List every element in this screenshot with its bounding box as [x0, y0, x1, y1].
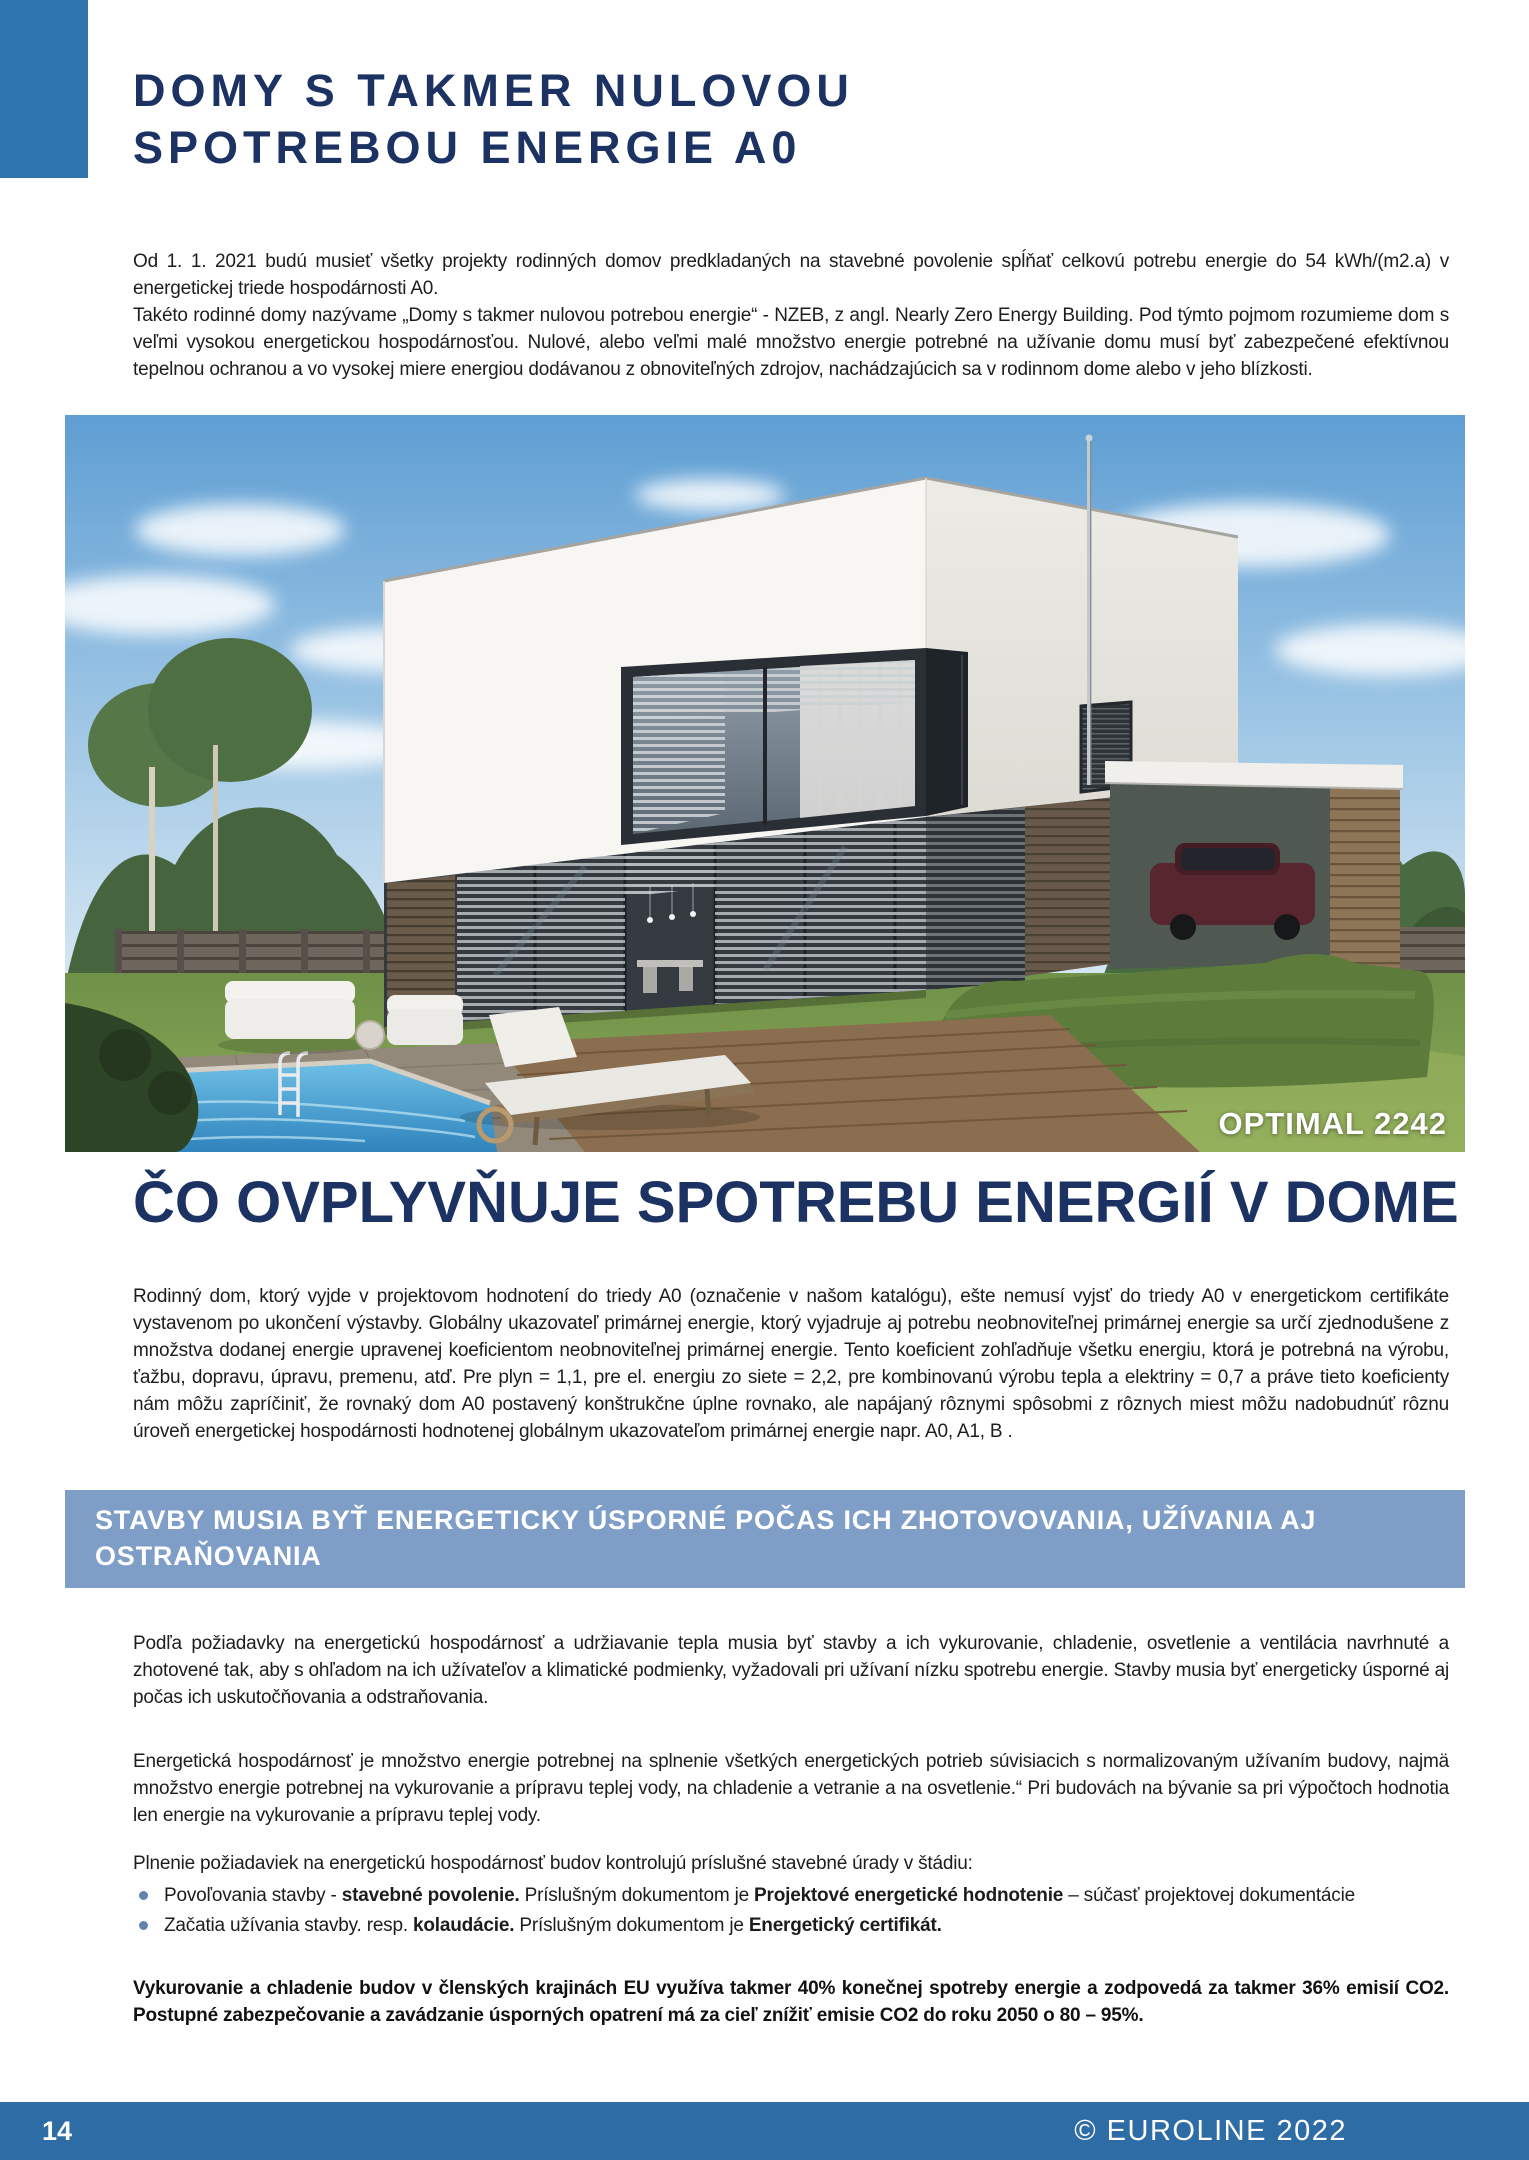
bullet-text-bold2: Energetický certifikát. [748, 1915, 942, 1936]
highlight-note: Vykurovanie a chladenie budov v členských krajinách EU využíva takmer 40% konečnej spotreby energie a zodpovedá za takmer 36% emisií CO2. Postupné zabezpečovanie a zavádzanie úsporných opatrení má za cieľ znížiť emisie CO2 do roku 2050 o 80 – 95%. [133, 1978, 1449, 2026]
bullet-list [133, 1881, 1449, 1941]
bullet-text-pre: Povoľovania stavby - [164, 1885, 342, 1906]
bullet-text-bold2: Projektové energetické hodnotenie [754, 1885, 1064, 1906]
bullet-text [164, 1911, 942, 1941]
house-photo [65, 415, 1465, 1152]
bullet-text [164, 1881, 1355, 1911]
page-number: 14 [42, 2116, 73, 2146]
section-paragraph-1: Rodinný dom, ktorý vyjde v projektovom hodnotení do triedy A0 (označenie v našom katalógu), ešte nemusí vyjsť do triedy A0 v energetickom certifikáte vystavenom po ukončení výstavby. Globálny ukazovateľ primárnej energie, ktorý vyjadruje aj potrebu neobnoviteľnej primárnej energie sa určí zjednodušene z množstva dodanej energie upravenej koeficientom neobnoviteľnej primárnej energie. Tento koeficient zohľadňuje všetku energiu, ktorá je potrebná na výrobu, ťažbu, dopravu, úpravu, premenu, atď. Pre plyn = 1,1, pre el. energiu zo siete = 2,2, pre kombinovanú výrobu tepla a elektriny = 0,7 a práve tieto koeficienty nám môžu zapríčiniť, že rovnaký dom A0 postavený konštrukčne úplne rovnako, ale napájaný rôznymi spôsobmi z rôznych miest môžu nadobudnúť rôznu úroveň energetickej hospodárnosti hodnotenej globálnym ukazovateľom primárnej energie napr. A0, A1, B . [133, 1286, 1449, 1442]
bullet-text-mid: Príslušným dokumentom je [519, 1885, 755, 1906]
intro-paragraph-1: Od 1. 1. 2021 budú musieť všetky projekty rodinných domov predkladaných na stavebné povolenie spĺňať celkovú potrebu energie do 54 kWh/(m2.a) v energetickej triede hospodárnosti A0. [133, 251, 1449, 299]
bullet-text-post: – súčasť projektovej dokumentácie [1063, 1885, 1355, 1906]
intro-text [133, 248, 1449, 383]
section-paragraph-2: Podľa požiadavky na energetickú hospodárnosť a udržiavanie tepla musia byť stavby a ich vykurovanie, chladenie, osvetlenie a ventilácia navrhnuté a zhotovené tak, aby s ohľadom na ich užívateľov a klimatické podmienky, vyžadovali pri užívaní nízku spotrebu energie. Stavby musia byť energeticky úsporné aj počas ich uskutočňovania a odstraňovania. [133, 1633, 1449, 1708]
photo-model-label: OPTIMAL 2242 [1218, 1106, 1447, 1141]
copyright: © EUROLINE 2022 [1074, 2115, 1347, 2147]
bullet-text-pre: Začatia užívania stavby. resp. [164, 1915, 414, 1936]
info-banner: STAVBY MUSIA BYŤ ENERGETICKY ÚSPORNÉ POČAS ICH ZHOTOVOVANIA, UŽÍVANIA AJ OSTRAŇOVANIA [65, 1490, 1465, 1588]
corner-accent-block [0, 0, 88, 178]
intro-paragraph-2: Takéto rodinné domy nazývame „Domy s takmer nulovou potrebou energie“ - NZEB, z angl. Nearly Zero Energy Building. Pod týmto pojmom rozumieme dom s veľmi vysokou energetickou hospodárnosťou. Nulové, alebo veľmi malé množstvo energie potrebné na užívanie domu musí byť zabezpečené efektívnou tepelnou ochranou a vo vysokej miere energiou dodávanou z obnoviteľných zdrojov, nachádzajúcich sa v rodinnom dome alebo v jeho blízkosti. [133, 305, 1449, 380]
bullet-dot-icon [139, 1891, 148, 1900]
bullet-item [133, 1881, 1449, 1911]
bullet-text-bold1: kolaudácie. [413, 1915, 515, 1936]
bullet-dot-icon [139, 1921, 148, 1930]
section-paragraph-3: Energetická hospodárnosť je množstvo energie potrebnej na splnenie všetkých energetických potrieb súvisiacich s normalizovaným užívaním budovy, najmä množstvo energie potrebnej na vykurovanie a prípravu teplej vody, na chladenie a vetranie a na osvetlenie.“ Pri budovách na bývanie sa pri výpočtoch hodnotia len energie na vykurovanie a prípravu teplej vody. [133, 1751, 1449, 1826]
bullet-text-mid: Príslušným dokumentom je [514, 1915, 749, 1936]
section-title: ČO OVPLYVŇUJE SPOTREBU ENERGIÍ V DOME [133, 1170, 1459, 1235]
page-title-line1: DOMY S TAKMER NULOVOU [133, 65, 854, 116]
bullet-text-bold1: stavebné povolenie. [341, 1885, 520, 1906]
page-title-line2: SPOTREBOU ENERGIE A0 [133, 122, 802, 173]
bullet-item [133, 1911, 1449, 1941]
page-footer [0, 2102, 1529, 2160]
house-photo-illustration [65, 415, 1465, 1152]
section-paragraph-4: Plnenie požiadaviek na energetickú hospodárnosť budov kontrolujú príslušné stavebné úrady v štádiu: [133, 1853, 973, 1874]
page-title [133, 62, 1473, 176]
